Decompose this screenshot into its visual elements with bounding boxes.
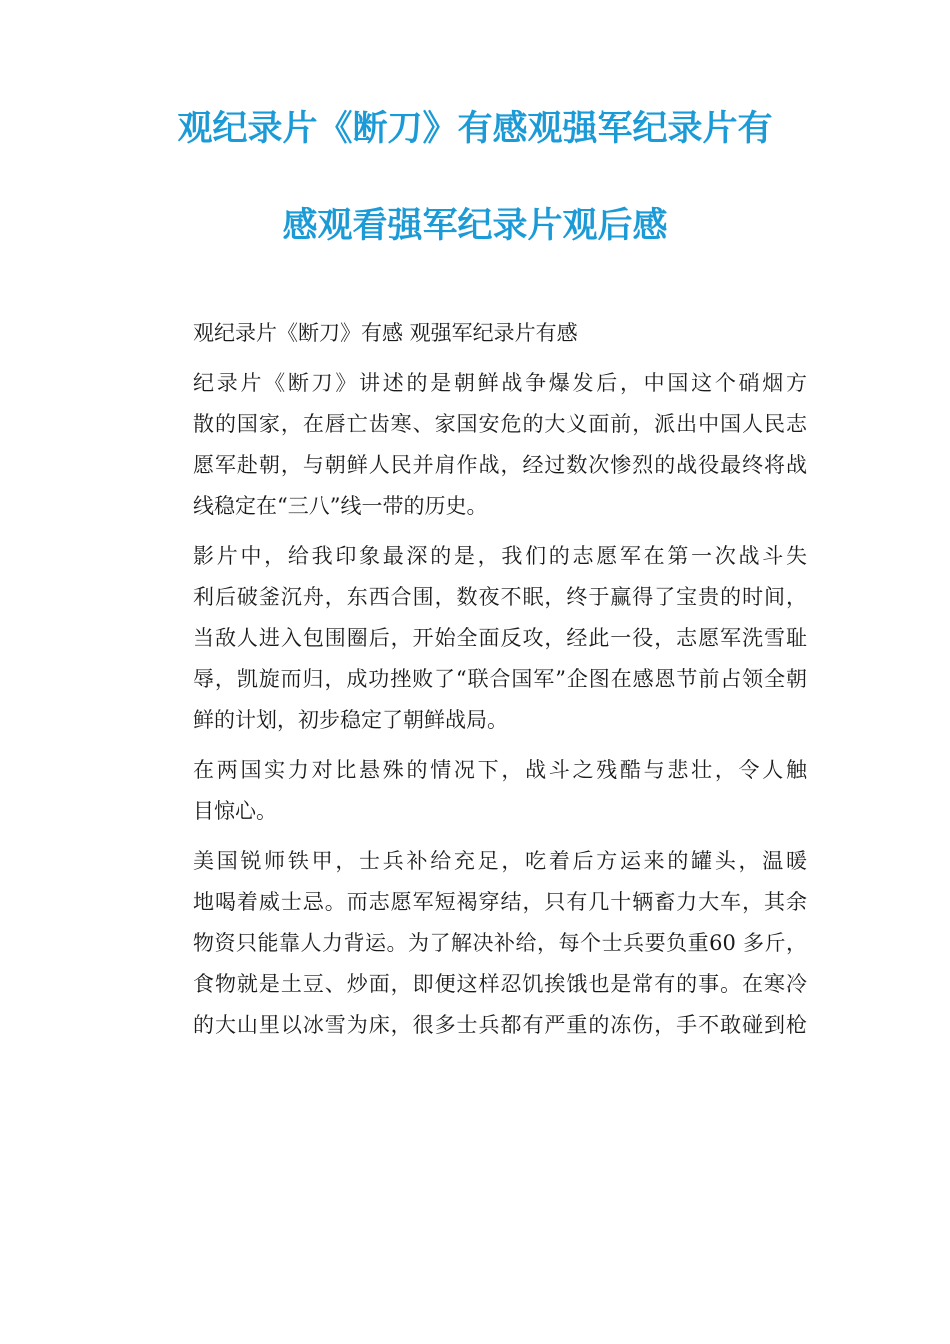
paragraph-3 <box>145 750 807 832</box>
paragraph-line: 目惊心。 <box>193 799 277 823</box>
paragraph-line: 利后破釜沉舟，东西合围，数夜不眠，终于赢得了宝贵的时间， <box>193 585 807 609</box>
paragraph-2 <box>145 536 807 741</box>
paragraph-line: 散的国家，在唇亡齿寒、家国安危的大义面前，派出中国人民志 <box>193 412 807 436</box>
paragraph-line: 的大山里以冰雪为床，很多士兵都有严重的冻伤，手不敢碰到枪 <box>193 1013 807 1037</box>
subtitle-paragraph <box>145 313 807 354</box>
paragraph-4 <box>145 841 807 1046</box>
paragraph-line: 鲜的计划，初步稳定了朝鲜战局。 <box>193 708 508 732</box>
paragraph-line: 愿军赴朝，与朝鲜人民并肩作战，经过数次惨烈的战役最终将战 <box>193 453 807 477</box>
paragraph-line: 在两国实力对比悬殊的情况下，战斗之残酷与悲壮，令人触 <box>193 758 807 782</box>
subtitle-line: 观纪录片《断刀》有感 观强军纪录片有感 <box>193 321 578 345</box>
paragraph-line: 影片中，给我印象最深的是，我们的志愿军在第一次战斗失 <box>193 544 807 568</box>
paragraph-line: 物资只能靠人力背运。为了解决补给，每个士兵要负重60 多斤， <box>193 931 807 955</box>
document-body <box>145 313 807 1055</box>
paragraph-line: 线稳定在“三八”线一带的历史。 <box>193 494 488 518</box>
paragraph-line: 当敌人进入包围圈后，开始全面反攻，经此一役，志愿军洗雪耻 <box>193 626 807 650</box>
paragraph-line: 美国锐师铁甲，士兵补给充足，吃着后方运来的罐头，温暖 <box>193 849 807 873</box>
paragraph-line: 辱，凯旋而归，成功挫败了“联合国军”企图在感恩节前占领全朝 <box>193 667 807 691</box>
document-title-line-2: 感观看强军纪录片观后感 <box>282 206 668 246</box>
paragraph-1 <box>145 363 807 527</box>
document-title-line-1: 观纪录片《断刀》有感观强军纪录片有 <box>177 109 773 149</box>
paragraph-line: 食物就是土豆、炒面，即便这样忍饥挨饿也是常有的事。在寒冷 <box>193 972 807 996</box>
paragraph-line: 纪录片《断刀》讲述的是朝鲜战争爆发后，中国这个硝烟方 <box>193 371 807 395</box>
paragraph-line: 地喝着威士忌。而志愿军短褐穿结，只有几十辆畜力大车，其余 <box>193 890 807 914</box>
